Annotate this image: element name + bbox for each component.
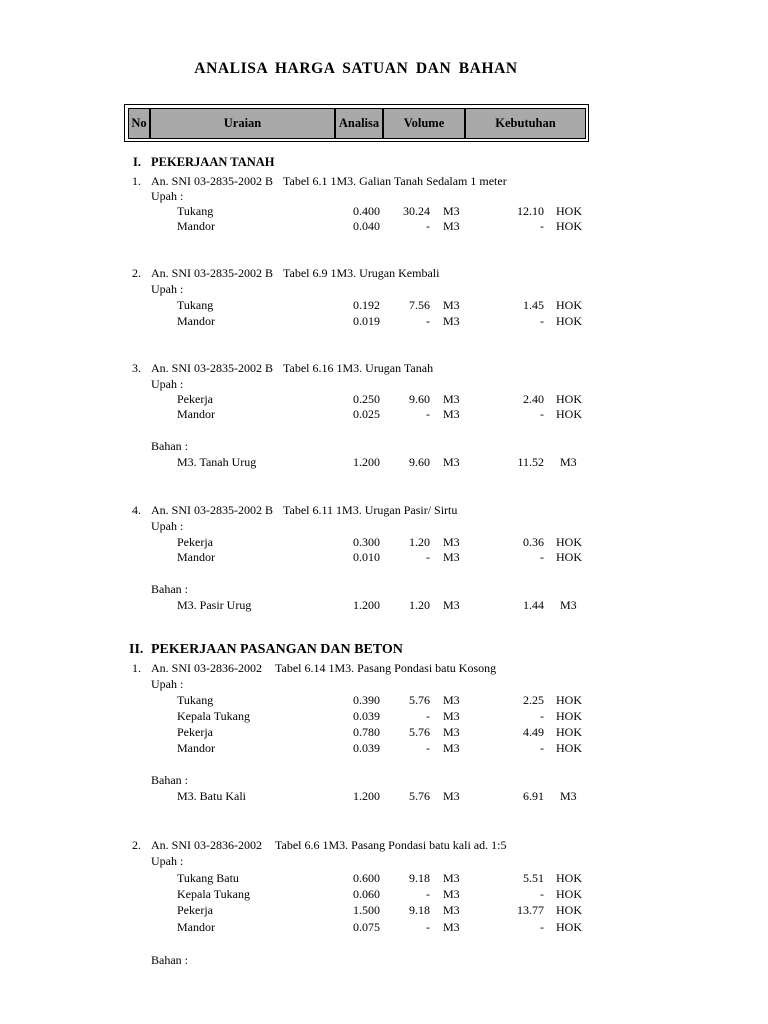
row-kebutuhan-unit: M3 xyxy=(560,455,577,469)
section-number: I. xyxy=(133,155,141,169)
row-kebutuhan: 1.44 xyxy=(523,598,544,612)
row-unit: M3 xyxy=(443,693,460,707)
row-analisa: 0.780 xyxy=(353,725,380,739)
row-volume: 9.60 xyxy=(409,455,430,469)
row-unit: M3 xyxy=(443,298,460,312)
upah-label: Upah : xyxy=(151,519,184,533)
item-description: Tabel 6.16 1M3. Urugan Tanah xyxy=(283,361,434,375)
row-volume: - xyxy=(426,709,430,723)
row-analisa: 0.025 xyxy=(353,407,380,421)
upah-label: Upah : xyxy=(151,189,184,203)
row-analisa: 0.400 xyxy=(353,204,380,218)
row-unit: M3 xyxy=(443,725,460,739)
row-unit: M3 xyxy=(443,535,460,549)
row-volume: - xyxy=(426,920,430,934)
row-kebutuhan-unit: M3 xyxy=(560,598,577,612)
item-reference: An. SNI 03-2835-2002 B xyxy=(151,174,273,188)
row-name: Mandor xyxy=(177,407,215,421)
bahan-label: Bahan : xyxy=(151,582,188,596)
row-kebutuhan-unit: HOK xyxy=(556,407,582,421)
row-name: M3. Pasir Urug xyxy=(177,598,252,612)
row-name: Mandor xyxy=(177,314,215,328)
row-volume: - xyxy=(426,407,430,421)
row-name: Pekerja xyxy=(177,535,213,549)
row-name: Mandor xyxy=(177,741,215,755)
item-description: Tabel 6.6 1M3. Pasang Pondasi batu kali ad. 1:5 xyxy=(275,838,507,852)
row-unit: M3 xyxy=(443,903,460,917)
upah-label: Upah : xyxy=(151,854,184,868)
row-volume: - xyxy=(426,741,430,755)
row-kebutuhan: - xyxy=(540,920,544,934)
item-number: 1. xyxy=(132,661,141,675)
row-unit: M3 xyxy=(443,887,460,901)
row-kebutuhan: - xyxy=(540,219,544,233)
row-kebutuhan-unit: HOK xyxy=(556,298,582,312)
page-title: ANALISA HARGA SATUAN DAN BAHAN xyxy=(194,60,518,77)
header-no: No xyxy=(128,108,150,139)
row-analisa: 0.600 xyxy=(353,871,380,885)
row-kebutuhan-unit: M3 xyxy=(560,789,577,803)
row-kebutuhan: 13.77 xyxy=(517,903,544,917)
row-analisa: 0.192 xyxy=(353,298,380,312)
row-name: Tukang xyxy=(177,693,214,707)
row-volume: - xyxy=(426,314,430,328)
row-name: Tukang xyxy=(177,298,214,312)
item-description: Tabel 6.11 1M3. Urugan Pasir/ Sirtu xyxy=(283,503,458,517)
row-unit: M3 xyxy=(443,871,460,885)
row-analisa: 0.039 xyxy=(353,709,380,723)
row-kebutuhan-unit: HOK xyxy=(556,920,582,934)
row-volume: 1.20 xyxy=(409,598,430,612)
row-kebutuhan-unit: HOK xyxy=(556,709,582,723)
bahan-label: Bahan : xyxy=(151,953,188,967)
item-reference: An. SNI 03-2835-2002 B xyxy=(151,361,273,375)
row-analisa: 1.200 xyxy=(353,789,380,803)
row-kebutuhan-unit: HOK xyxy=(556,693,582,707)
item-reference: An. SNI 03-2835-2002 B xyxy=(151,266,273,280)
section-title: PEKERJAAN PASANGAN DAN BETON xyxy=(151,642,403,657)
row-kebutuhan-unit: HOK xyxy=(556,314,582,328)
item-description: Tabel 6.1 1M3. Galian Tanah Sedalam 1 meter xyxy=(283,174,507,188)
row-name: M3. Tanah Urug xyxy=(177,455,257,469)
section-number: II. xyxy=(129,642,144,657)
item-reference: An. SNI 03-2836-2002 xyxy=(151,661,262,675)
row-volume: - xyxy=(426,219,430,233)
row-kebutuhan: - xyxy=(540,887,544,901)
item-number: 4. xyxy=(132,503,141,517)
row-kebutuhan: - xyxy=(540,314,544,328)
item-number: 2. xyxy=(132,266,141,280)
row-analisa: 0.060 xyxy=(353,887,380,901)
item-description: Tabel 6.9 1M3. Urugan Kembali xyxy=(283,266,440,280)
row-unit: M3 xyxy=(443,709,460,723)
row-name: Kepala Tukang xyxy=(177,887,250,901)
upah-label: Upah : xyxy=(151,677,184,691)
row-kebutuhan-unit: HOK xyxy=(556,871,582,885)
row-volume: 9.60 xyxy=(409,392,430,406)
row-name: Mandor xyxy=(177,219,215,233)
row-name: Pekerja xyxy=(177,392,213,406)
row-volume: - xyxy=(426,887,430,901)
row-volume: - xyxy=(426,550,430,564)
row-name: Mandor xyxy=(177,550,215,564)
item-number: 1. xyxy=(132,174,141,188)
row-unit: M3 xyxy=(443,314,460,328)
row-kebutuhan: 1.45 xyxy=(523,298,544,312)
row-analisa: 0.075 xyxy=(353,920,380,934)
row-volume: 5.76 xyxy=(409,693,430,707)
item-number: 2. xyxy=(132,838,141,852)
row-unit: M3 xyxy=(443,392,460,406)
row-kebutuhan: - xyxy=(540,741,544,755)
section-title: PEKERJAAN TANAH xyxy=(151,155,275,169)
row-analisa: 0.040 xyxy=(353,219,380,233)
row-volume: 9.18 xyxy=(409,903,430,917)
row-unit: M3 xyxy=(443,455,460,469)
row-unit: M3 xyxy=(443,204,460,218)
row-volume: 5.76 xyxy=(409,725,430,739)
row-analisa: 0.300 xyxy=(353,535,380,549)
row-kebutuhan: - xyxy=(540,407,544,421)
row-kebutuhan-unit: HOK xyxy=(556,392,582,406)
row-kebutuhan-unit: HOK xyxy=(556,535,582,549)
row-volume: 1.20 xyxy=(409,535,430,549)
row-analisa: 0.250 xyxy=(353,392,380,406)
row-unit: M3 xyxy=(443,598,460,612)
row-unit: M3 xyxy=(443,407,460,421)
row-volume: 9.18 xyxy=(409,871,430,885)
upah-label: Upah : xyxy=(151,377,184,391)
row-kebutuhan: 5.51 xyxy=(523,871,544,885)
row-kebutuhan: 6.91 xyxy=(523,789,544,803)
item-reference: An. SNI 03-2835-2002 B xyxy=(151,503,273,517)
header-analisa: Analisa xyxy=(335,108,383,139)
row-analisa: 1.500 xyxy=(353,903,380,917)
header-volume: Volume xyxy=(383,108,465,139)
row-name: Pekerja xyxy=(177,903,213,917)
row-kebutuhan-unit: HOK xyxy=(556,903,582,917)
row-kebutuhan: 2.25 xyxy=(523,693,544,707)
row-kebutuhan: - xyxy=(540,709,544,723)
row-name: Kepala Tukang xyxy=(177,709,250,723)
row-kebutuhan: 4.49 xyxy=(523,725,544,739)
bahan-label: Bahan : xyxy=(151,773,188,787)
row-name: M3. Batu Kali xyxy=(177,789,246,803)
row-analisa: 0.010 xyxy=(353,550,380,564)
item-description: Tabel 6.14 1M3. Pasang Pondasi batu Kosong xyxy=(275,661,497,675)
row-kebutuhan-unit: HOK xyxy=(556,725,582,739)
row-kebutuhan-unit: HOK xyxy=(556,204,582,218)
row-analisa: 1.200 xyxy=(353,455,380,469)
row-volume: 5.76 xyxy=(409,789,430,803)
header-kebutuhan: Kebutuhan xyxy=(465,108,586,139)
row-name: Tukang xyxy=(177,204,214,218)
item-reference: An. SNI 03-2836-2002 xyxy=(151,838,262,852)
row-kebutuhan: 11.52 xyxy=(517,455,544,469)
row-kebutuhan-unit: HOK xyxy=(556,887,582,901)
row-kebutuhan: 0.36 xyxy=(523,535,544,549)
row-unit: M3 xyxy=(443,550,460,564)
row-analisa: 1.200 xyxy=(353,598,380,612)
upah-label: Upah : xyxy=(151,282,184,296)
row-unit: M3 xyxy=(443,741,460,755)
bahan-label: Bahan : xyxy=(151,439,188,453)
row-analisa: 0.019 xyxy=(353,314,380,328)
row-name: Mandor xyxy=(177,920,215,934)
row-unit: M3 xyxy=(443,920,460,934)
table-header xyxy=(124,104,589,142)
item-number: 3. xyxy=(132,361,141,375)
row-kebutuhan: 2.40 xyxy=(523,392,544,406)
row-analisa: 0.390 xyxy=(353,693,380,707)
row-unit: M3 xyxy=(443,219,460,233)
row-name: Pekerja xyxy=(177,725,213,739)
row-kebutuhan-unit: HOK xyxy=(556,219,582,233)
row-unit: M3 xyxy=(443,789,460,803)
row-analisa: 0.039 xyxy=(353,741,380,755)
row-kebutuhan: 12.10 xyxy=(517,204,544,218)
row-kebutuhan-unit: HOK xyxy=(556,550,582,564)
header-uraian: Uraian xyxy=(150,108,335,139)
row-kebutuhan: - xyxy=(540,550,544,564)
row-volume: 30.24 xyxy=(403,204,430,218)
row-name: Tukang Batu xyxy=(177,871,239,885)
row-kebutuhan-unit: HOK xyxy=(556,741,582,755)
row-volume: 7.56 xyxy=(409,298,430,312)
